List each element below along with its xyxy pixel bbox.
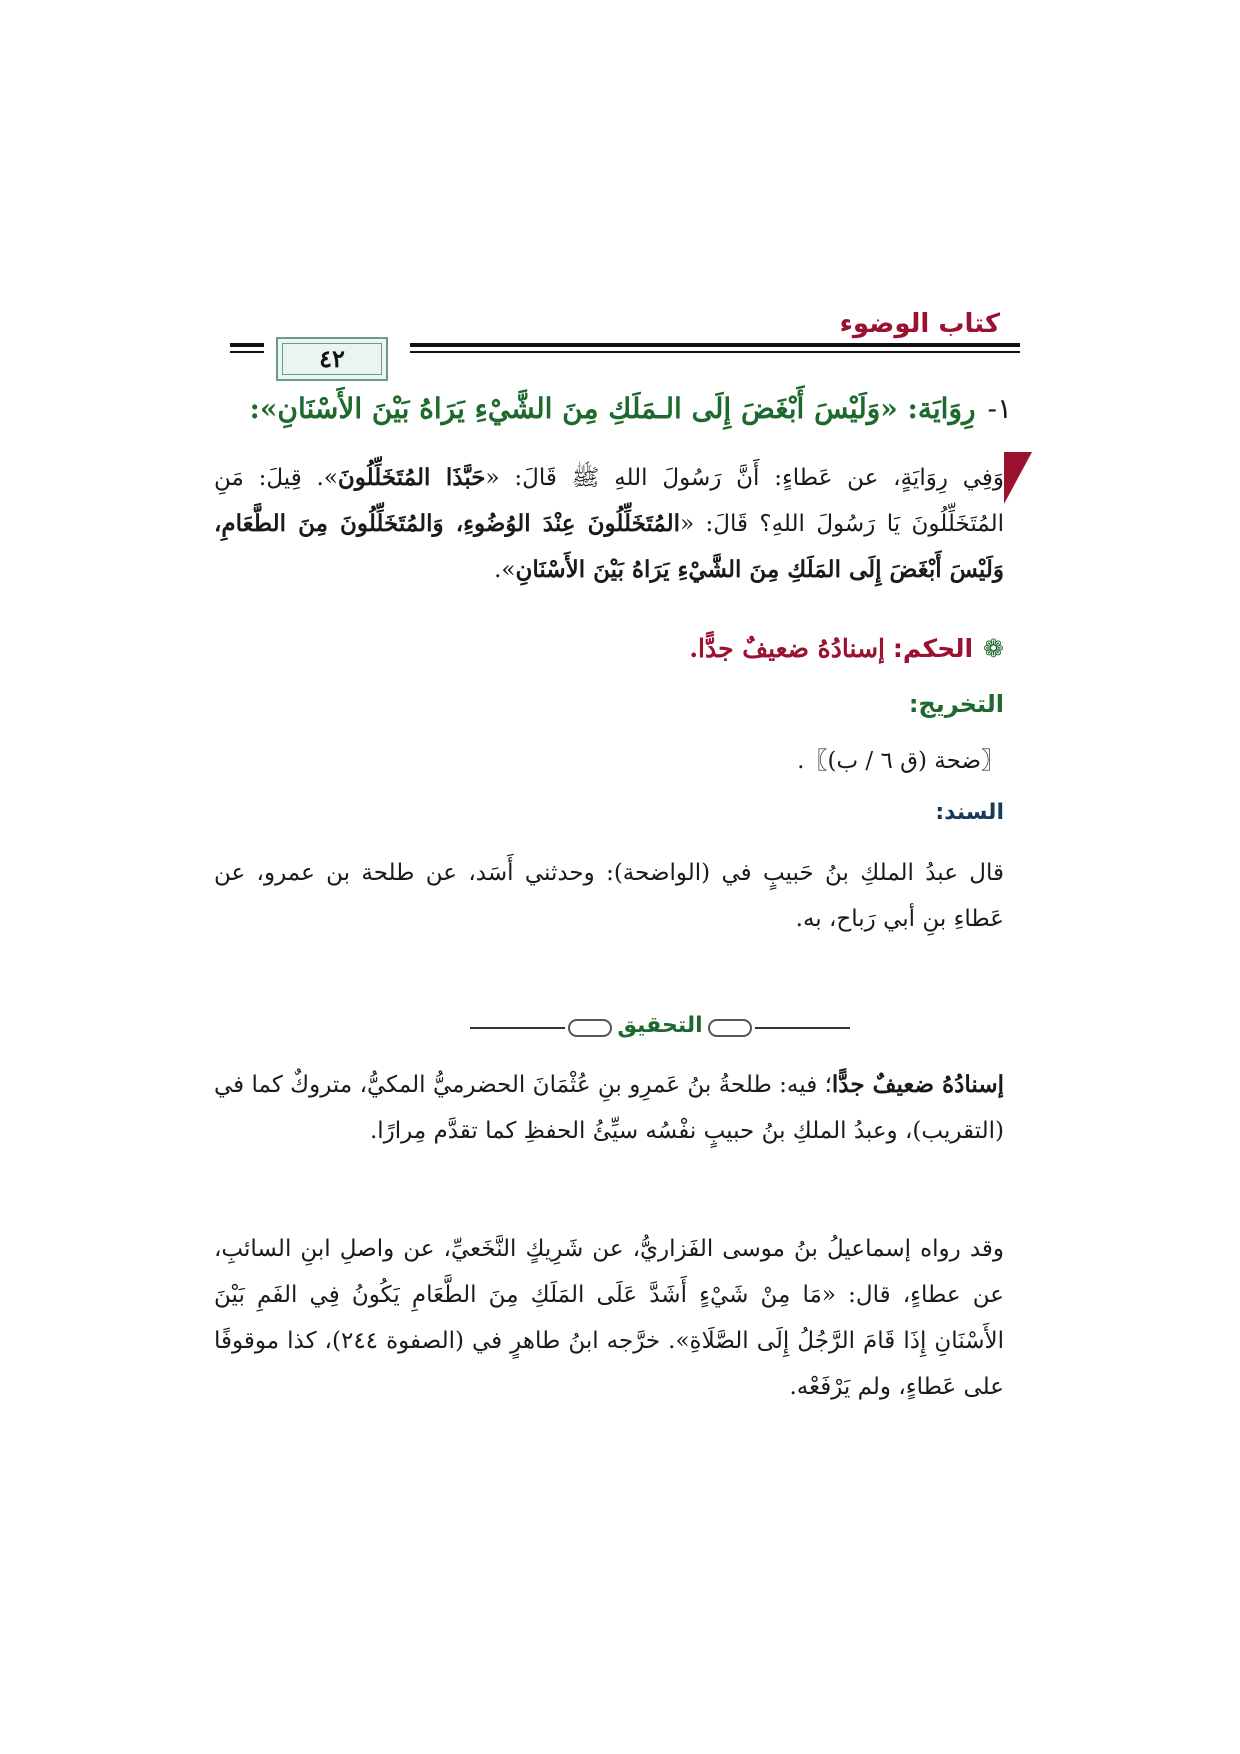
hadith-part: ». قِيلَ: مَنِ المُتَخَلِّلُونَ يَا رَسُولَ اللهِ؟ قَالَ: « — [214, 465, 1004, 537]
takhrij-label: التخريج: — [908, 690, 1004, 718]
takhrij-text: 〖ضحة (ق ٦ / ب)〗. — [797, 748, 1004, 774]
tahqiq-title: التحقيق — [617, 1013, 703, 1038]
page-number: ٤٢ — [319, 344, 345, 373]
hadith-part: وَفِي رِوَايَةٍ، عن عَطاءٍ: أَنَّ رَسُولَ اللهِ ﷺ قَالَ: « — [485, 465, 1005, 491]
section-heading — [212, 392, 1012, 425]
section-heading-text: رِوَايَة: «وَلَيْسَ أَبْغَضَ إِلَى الـمَلَكِ مِنَ الشَّيْءِ يَرَاهُ بَيْنَ الأَسْنَانِ»: — [249, 392, 976, 425]
divider-line — [755, 1027, 850, 1029]
tahqiq-bold: إسنادُهُ ضعيفٌ جدًّا — [831, 1071, 1004, 1098]
ruling-value: إسنادُهُ ضعيفٌ جدًّا. — [689, 634, 885, 663]
hadith-text — [214, 455, 1004, 593]
hadith-part: ». — [494, 557, 516, 583]
section-divider — [470, 1013, 850, 1043]
flower-icon: ❁ — [983, 634, 1004, 663]
header-rule — [230, 351, 264, 353]
page-number-badge — [276, 337, 388, 381]
sanad-text: قال عبدُ الملكِ بنُ حَبيبٍ في (الواضحة): وحدثني أَسَد، عن طلحة بن عمرو، عن عَطاءِ بنِ أبي رَباح، به. — [214, 860, 1004, 932]
tahqiq-paragraph-1 — [214, 1062, 1004, 1154]
ruling-line — [304, 634, 1004, 663]
header-rule — [410, 343, 1020, 347]
tahqiq-paragraph-2: وقد رواه إسماعيلُ بنُ موسى الفَزاريُّ، عن شَرِيكٍ النَّخَعيِّ، عن واصلِ ابنِ السائبِ، عن عطاءٍ، قال: «مَا مِنْ شَيْءٍ أَشَدَّ عَلَى المَلَكِ مِنَ الطَّعَامِ يَكُونُ فِي الفَمِ بَيْنَ الأَسْنَانِ إِذَا قَامَ الرَّجُلُ إِلَى الصَّلَاةِ». خرَّجه ابنُ طاهرٍ في (الصفوة ٢٤٤)، كذا موقوفًا على عَطاءٍ، ولم يَرْفَعْه. — [214, 1236, 1004, 1400]
ruling-label: الحكم: — [892, 634, 974, 663]
hadith-bold-part: حَبَّذَا المُتَخَلِّلُونَ — [337, 464, 486, 491]
section-number: ١- — [987, 392, 1012, 425]
divider-ornament — [708, 1019, 752, 1037]
book-title: كتاب الوضوء — [839, 309, 1000, 339]
hadith-bold-part: المُتَخَلِّلُونَ عِنْدَ الوُضُوءِ، وَالمُتَخَلِّلُونَ مِنَ الطَّعَامِ، وَلَيْسَ أَبْغَضَ إِلَى المَلَكِ مِنَ الشَّيْءِ يَرَاهُ بَيْنَ الأَسْنَانِ — [214, 510, 1004, 583]
corner-ornament — [1004, 452, 1032, 504]
page-header — [230, 305, 1020, 385]
tahqiq-text: ؛ فيه: طلحةُ بنُ عَمرِو بنِ عُثْمَانَ الحضرميُّ المكيُّ، متروكٌ كما في (التقريب)، وعبدُ الملكِ بنُ حبيبٍ نفْسُه سيِّئُ الحفظِ كما تقدَّم مِرارًا. — [214, 1072, 1004, 1144]
header-rule — [410, 351, 1020, 353]
header-rule — [230, 343, 264, 347]
sanad-label: السند: — [935, 800, 1004, 825]
